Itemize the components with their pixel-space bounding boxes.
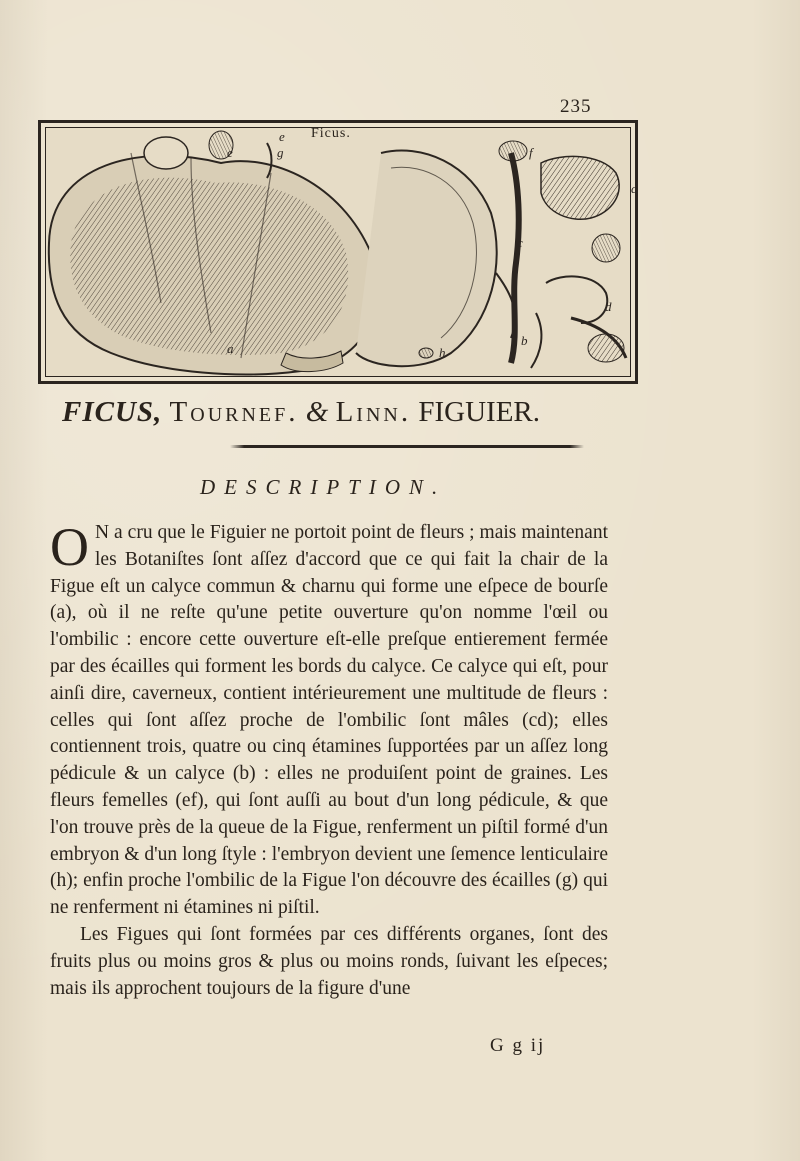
genus-name: FICUS, [62, 396, 163, 428]
plate-caption: Ficus. [311, 126, 351, 141]
title-rule [230, 445, 584, 448]
paragraph-2: Les Figues qui ſont formées par ces différents organes, ſont des fruits plus ou moins gros & plus ou moins ronds, ſuivant les eſpeces; mais ils approchent toujours de la figure d'une [50, 923, 608, 999]
plate-title [62, 396, 540, 429]
author-tournefort: Tournef. [169, 396, 299, 428]
common-name: FIGUIER. [418, 396, 540, 428]
plate-label-e: e [227, 145, 233, 160]
author-linnaeus: Linn. [335, 396, 412, 428]
ampersand: & [305, 396, 329, 428]
section-heading: DESCRIPTION. [200, 475, 447, 499]
fig-engraving [41, 123, 635, 381]
plate-label-d: d [605, 299, 612, 314]
paragraph-1 [50, 517, 608, 922]
plate-label-g: g [277, 145, 284, 160]
page-number: 235 [560, 96, 592, 117]
plate-label-b: b [521, 333, 528, 348]
plate-label-a: a [227, 341, 234, 356]
plate-label-c: c [631, 181, 637, 196]
drop-cap: O [50, 517, 89, 577]
body-text [50, 517, 608, 1002]
plate-label-e2: e [279, 129, 285, 144]
signature-mark: G g ij [490, 1035, 546, 1056]
plate-label-c2: c [517, 235, 523, 250]
plate-label-f: f [529, 145, 533, 160]
botanical-plate [38, 120, 638, 384]
plate-label-h: h [439, 345, 446, 360]
paragraph-1-text: N a cru que le Figuier ne portoit point de fleurs ; mais maintenant les Botaniſtes ſont aſſez d'accord que ce qui fait la chair de la Figue eſt un calyce commun & charnu qui forme une eſpece de bourſe (a), où il ne reſte qu'une petite ouverture qu'on nomme l'œil ou l'ombilic : encore cette ouverture eſt-elle preſque entierement fermée par des écailles qui forment les bords du calyce. Ce calyce qui eſt, pour ainſi dire, caverneux, contient intérieurement une multitude de fleurs : celles qui ſont aſſez proche de l'ombilic ſont mâles (cd); elles contiennent trois, quatre ou cinq étamines ſupportées par un aſſez long pédicule & un calyce (b) : elles ne produiſent point de graines. Les fleurs femelles (ef), qui ſont auſſi au bout d'un long pédicule, & que l'on trouve près de la queue de la Figue, renferment un piſtil formé d'un embryon & d'un long ſtyle : l'embryon devient une ſemence lenticulaire (h); enfin proche l'ombilic de la Figue l'on découvre des écailles (g) qui ne renferment ni étamines ni piſtil. [50, 522, 608, 919]
